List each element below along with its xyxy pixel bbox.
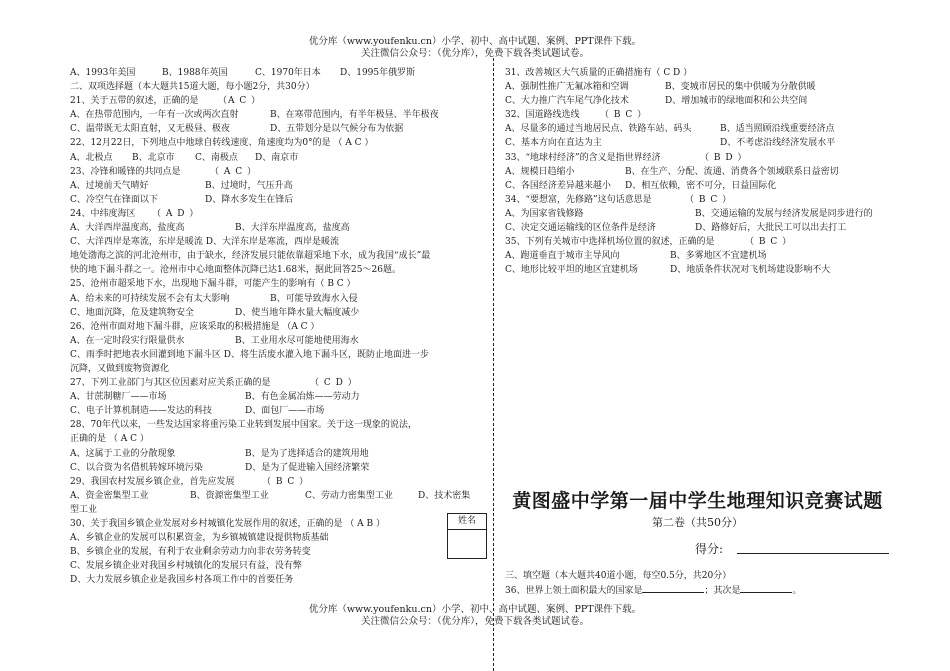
text-segment: C、地面沉降，危及建筑物安全 [70, 307, 194, 318]
text-line [505, 193, 885, 207]
text-line [505, 94, 885, 108]
text-segment: A、乡镇企业的发展可以积累资金，为乡镇城镇建设提供物质基础 [70, 533, 329, 544]
text-line [70, 559, 470, 573]
text-segment: C、雨季时把地表水回灌到地下漏斗区 D、将生活废水灌入地下漏斗区，既防止地面进一步 [70, 349, 429, 360]
text-segment: C、大力推广汽车尾气净化技术 [505, 96, 629, 107]
text-line [70, 235, 470, 249]
score-blank[interactable] [737, 553, 889, 554]
text-segment: A、跑道垂直于城市主导风向 [505, 251, 620, 262]
text-line [70, 573, 470, 587]
text-segment: D、面包厂——市场 [245, 406, 325, 417]
text-segment: C、1970年日本 [255, 68, 321, 78]
text-line [505, 235, 885, 249]
text-segment: 24、中纬度海区 [70, 208, 136, 219]
right-column [505, 66, 885, 277]
text-segment: 29、我国农村发展乡镇企业，首先应发展 [70, 476, 235, 487]
answer-mark: （A C ） [218, 96, 262, 107]
text-line [505, 136, 885, 150]
text-line [70, 263, 470, 277]
answer-mark: （ B C ） [685, 194, 733, 205]
text-line [70, 517, 470, 531]
text-segment: 30、关于我国乡镇企业发展对乡村城镇化发展作用的叙述，正确的是 （ A B ） [70, 519, 386, 529]
text-segment: C、各国经济差异越来越小 [505, 180, 611, 191]
text-segment: D、1995年俄罗斯 [340, 68, 416, 78]
text-segment: 二、双项选择题（本大题共15道大题，每小题2分，共30分） [70, 82, 315, 93]
text-segment: C、大洋西岸是寒流，东岸是暖流 D、大洋东岸是寒流，西岸是暖流 [70, 237, 339, 248]
text-segment: 21、关于五带的叙述，正确的是 [70, 96, 199, 107]
q36-blank-2[interactable] [740, 583, 792, 593]
text-segment: A、北极点 [70, 152, 113, 163]
text-line [505, 108, 885, 122]
text-line [70, 489, 470, 503]
text-line [505, 249, 885, 263]
text-segment: A、大洋西岸温度高，盐度高 [70, 223, 185, 234]
text-line [505, 151, 885, 165]
text-segment: A、过境前天气晴好 [70, 180, 149, 191]
text-line [70, 545, 470, 559]
left-column [70, 66, 470, 587]
text-line [70, 207, 470, 221]
text-line [505, 165, 885, 179]
text-line [70, 334, 470, 348]
name-label: 姓名 [448, 514, 486, 530]
text-segment: 27、下列工业部门与其区位因素对应关系正确的是 [70, 378, 271, 389]
text-segment: D、大力发展乡镇企业是我国乡村各项工作中的首要任务 [70, 575, 294, 586]
text-segment: 型工业 [70, 504, 98, 515]
answer-mark: （ B C ） [262, 476, 310, 487]
text-segment: D、增加城市的绿地面积和公共空间 [665, 96, 808, 107]
text-segment: D、技术密集 [418, 490, 471, 501]
answer-mark: （ B D ） [700, 152, 748, 163]
text-segment: 22、12月22日，下列地点中地球自转线速度、角速度均为0°的是 （ A C ） [70, 138, 374, 149]
text-segment: 31、改善城区大气质量的正确措施有（ C D ） [505, 68, 693, 78]
text-segment: D、不考虑沿线经济发展水平 [720, 138, 836, 149]
text-segment: C、地形比较平坦的地区宜建机场 [505, 265, 638, 276]
text-segment: A、尽量多的通过当地居民点、铁路车站、码头 [505, 124, 692, 135]
text-segment: B、资源密集型工业 [190, 490, 269, 501]
text-line [70, 475, 470, 489]
text-segment: B、在寒带范围内，有半年极昼、半年极夜 [270, 110, 439, 121]
page-header [0, 36, 950, 60]
text-segment: B、北京市 [132, 152, 175, 163]
text-segment: B、交通运输的发展与经济发展是同步进行的 [695, 208, 873, 219]
text-line [70, 306, 470, 320]
score-label: 得分: [695, 542, 724, 556]
text-line [70, 80, 470, 94]
text-segment: 32、国道路线选线 [505, 110, 580, 121]
text-line [70, 277, 470, 291]
answer-mark: （ B C ） [745, 237, 793, 248]
text-line [70, 447, 470, 461]
text-segment: B、过境时，气压升高 [205, 180, 293, 191]
text-line [505, 66, 885, 80]
text-line [70, 249, 470, 263]
text-line [70, 390, 470, 404]
text-segment: C、电子计算机制造——发达的科技 [70, 406, 212, 417]
text-line [70, 108, 470, 122]
text-segment: A、为国家省钱修路 [505, 208, 584, 219]
text-line [70, 66, 470, 80]
text-line [505, 207, 885, 221]
text-line [70, 292, 470, 306]
text-segment: B、在生产、分配、流通、消费各个领域联系日益密切 [625, 166, 839, 177]
text-segment: D、五带划分是以气候分布为依据 [270, 124, 404, 135]
text-line [505, 122, 885, 136]
text-line [505, 263, 885, 277]
name-box [447, 513, 487, 559]
text-segment: C、劳动力密集型工业 [305, 490, 393, 501]
text-segment: D、路修好后，大批民工可以出去打工 [695, 223, 847, 234]
text-segment: C、决定交通运输线的区位条件是经济 [505, 223, 656, 234]
text-segment: A、强制性推广无氟冰箱和空调 [505, 82, 629, 93]
text-line [70, 348, 470, 362]
q36-blank-1[interactable] [642, 583, 704, 593]
text-line [70, 376, 470, 390]
text-segment: A、1993年美国 [70, 68, 136, 78]
text-segment: B、多雾地区不宜建机场 [670, 251, 767, 262]
text-segment: B、大洋东岸温度高，盐度高 [235, 223, 350, 234]
text-segment: 26、沧州市面对地下漏斗群，应该采取的积极措施是 （A C ） [70, 321, 320, 332]
text-line [70, 165, 470, 179]
text-line [70, 151, 470, 165]
text-segment: A、资金密集型工业 [70, 490, 149, 501]
text-segment: B、1988年英国 [162, 68, 228, 78]
footer-line-1: 优分库（www.youfenku.cn）小学、初中、高中试题、案例、PPT课件下载。 [308, 604, 642, 615]
text-line [70, 179, 470, 193]
text-segment: D、是为了促进输入国经济繁荣 [245, 462, 370, 473]
answer-mark: （ B C ） [600, 110, 648, 121]
text-segment: C、发展乡镇企业对我国乡村城镇化的发展只有益，没有弊 [70, 561, 302, 572]
text-segment: 正确的是 （ A C ） [70, 434, 149, 445]
text-line [70, 404, 470, 418]
text-segment: 23、冷锋和暖锋的共同点是 [70, 166, 181, 177]
q36-text-c: 。 [792, 586, 802, 596]
question-36 [505, 583, 801, 598]
text-line [70, 193, 470, 207]
text-segment: 快的地下漏斗群之一。沧州市中心地面整体沉降已达1.68米，据此回答25～26题。 [70, 265, 401, 276]
text-segment: A、规模日趋缩小 [505, 166, 575, 177]
text-segment: A、给未来的可持续发展不会有太大影响 [70, 293, 230, 304]
answer-mark: （ A C ） [210, 166, 257, 177]
fold-divider [493, 58, 494, 671]
text-segment: C、温带既无太阳直射，又无极昼、极夜 [70, 124, 230, 135]
footer-line-2: 关注微信公众号：（优分库），免费下载各类试题试卷。 [360, 616, 589, 627]
text-line [70, 461, 470, 475]
text-segment: 35、下列有关城市中选择机场位置的叙述，正确的是 [505, 237, 715, 248]
text-segment: C、冷空气在锋面以下 [70, 194, 158, 205]
text-segment: 25、沧州市超采地下水，出现地下漏斗群，可能产生的影响有（ B C ） [70, 279, 356, 290]
section-3 [505, 569, 801, 598]
text-segment: A、在热带范围内，一年有一次或两次直射 [70, 110, 239, 121]
text-segment: B、工业用水尽可能地使用海水 [235, 335, 359, 346]
text-line [70, 362, 470, 376]
q36-text-a: 36、世界上领土面积最大的国家是 [505, 586, 643, 596]
q36-text-b: ；其次是 [704, 586, 741, 596]
paper2-subtitle: 第二卷（共50分） [652, 516, 743, 529]
text-segment: A、甘蔗制糖厂——市场 [70, 392, 167, 403]
text-line [70, 320, 470, 334]
text-segment: D、地质条件状况对飞机场建设影响不大 [670, 265, 831, 276]
paper2-title: 黄图盛中学第一届中学生地理知识竞赛试题 [512, 490, 883, 512]
text-segment: B、适当照顾沿线重要经济点 [720, 124, 835, 135]
text-line [70, 122, 470, 136]
text-line [70, 418, 470, 432]
text-segment: B、乡镇企业的发展，有利于农业剩余劳动力向非农劳务转变 [70, 547, 311, 558]
page-footer [0, 604, 950, 628]
header-line-1: 优分库（www.youfenku.cn）小学、初中、高中试题、案例、PPT课件下载。 [308, 36, 642, 47]
text-segment: A、这属于工业的分散现象 [70, 448, 176, 459]
text-line [70, 221, 470, 235]
text-segment: D、使当地年降水量大幅度减少 [235, 307, 360, 318]
text-segment: C、以合资为名借机转嫁环境污染 [70, 462, 203, 473]
text-segment: 34、“要想富，先修路”这句话意思是 [505, 194, 652, 205]
text-line [70, 432, 470, 446]
text-segment: B、是为了选择适合的建筑用地 [245, 448, 369, 459]
text-segment: 28、70年代以来，一些发达国家将重污染工业转到发展中国家。关于这一现象的说法， [70, 420, 417, 431]
text-line [505, 80, 885, 94]
answer-mark: （ C D ） [310, 378, 358, 389]
text-segment: C、南极点 [195, 152, 238, 163]
text-line [70, 94, 470, 108]
text-segment: A、在一定时段实行限量供水 [70, 335, 185, 346]
text-segment: 地处渤海之滨的河北沧州市，由于缺水，经济发展只能依靠超采地下水，成为我国“成长”最 [70, 251, 431, 262]
text-line [70, 531, 470, 545]
text-segment: D、降水多发生在锋后 [205, 194, 294, 205]
text-segment: B、可能导致海水入侵 [270, 293, 358, 304]
text-segment: D、相互依赖，密不可分，日益国际化 [625, 180, 777, 191]
answer-mark: （ A D ） [152, 208, 200, 219]
text-line [70, 136, 470, 150]
text-segment: B、变城市居民的集中供暖为分散供暖 [665, 82, 816, 93]
header-line-2: 关注微信公众号：（优分库），免费下载各类试题试卷。 [360, 48, 589, 59]
text-segment: 33、“地球村经济”的含义是指世界经济 [505, 152, 661, 163]
text-segment: B、有色金属冶炼——劳动力 [245, 392, 360, 403]
text-line [70, 503, 470, 517]
text-segment: C、基本方向在直达为主 [505, 138, 602, 149]
text-segment: D、南京市 [255, 152, 299, 163]
text-segment: 沉降，又做到废物资源化 [70, 363, 170, 374]
text-line [505, 179, 885, 193]
section-3-heading: 三、填空题（本大题共40道小题，每空0.5分，共20分） [505, 571, 732, 581]
text-line [505, 221, 885, 235]
